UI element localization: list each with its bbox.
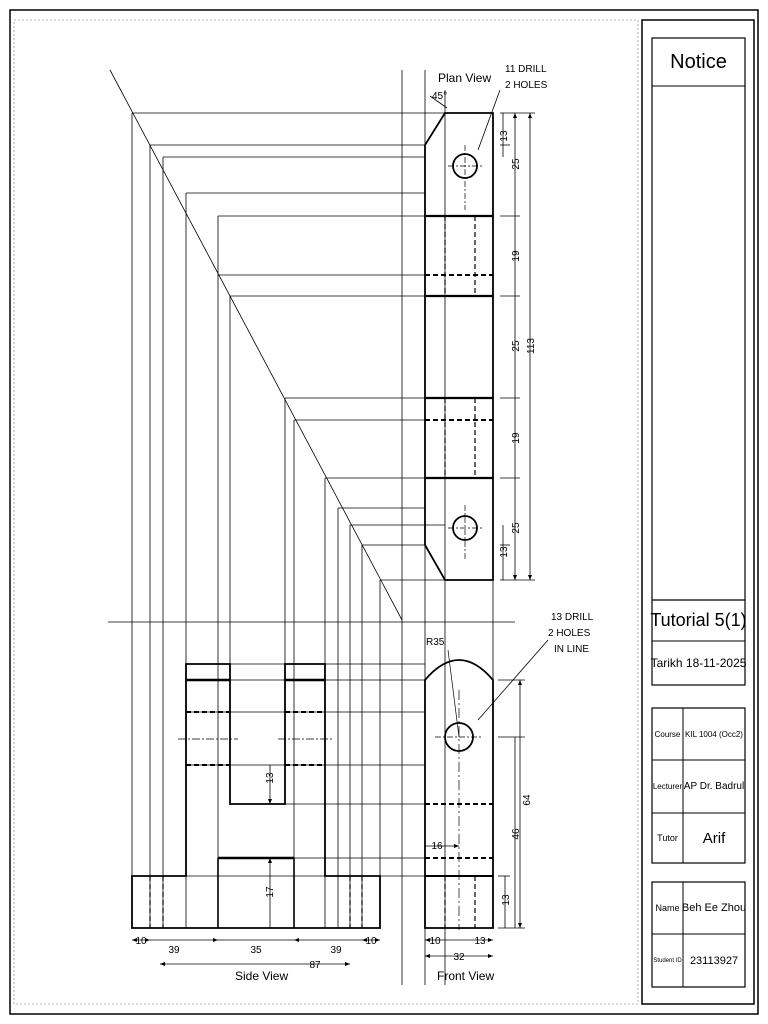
dim-side-87: 87 [309,960,321,971]
front-view [425,650,493,930]
dim-front-16: 16 [431,841,443,852]
plan-note-line2: 2 HOLES [505,80,548,91]
course-value: KIL 1004 (Occ2) [685,729,743,739]
tutor-value: Arif [702,829,726,847]
course-label: Course [654,729,681,739]
dim-plan-25-top: 25 [511,158,522,170]
dim-plan-19-b: 19 [511,432,522,444]
dim-side-10-left: 10 [135,936,147,947]
student-id-value: 23113927 [689,954,739,967]
dim-plan-25-bot: 25 [511,522,522,534]
tutor-label: Tutor [657,833,678,843]
outer-border [10,10,758,1014]
dim-front-46: 46 [511,828,522,840]
side-view-label: Side View [235,969,289,983]
dim-front-10: 10 [429,936,441,947]
tutorial-title: Tutorial 5(1) [650,610,747,630]
dim-front-13-b: 13 [474,936,486,947]
name-value: Beh Ee Zhou [681,902,747,914]
dim-plan-25-mid: 25 [511,340,522,352]
front-view-label: Front View [437,969,495,983]
dim-front-64: 64 [522,794,533,806]
date-text: Tarikh 18-11-2025 [650,656,747,670]
plan-view-label: Plan View [438,71,492,85]
front-note-line3: IN LINE [554,644,590,655]
dim-plan-113: 113 [526,338,537,354]
plan-view [425,113,493,580]
dim-side-17: 17 [265,886,276,898]
notice-title: Notice [670,50,727,73]
dim-front-13: 13 [501,894,512,906]
angle-label: 45° [432,91,448,102]
dim-side-35: 35 [250,945,262,956]
lecturer-label: Lecturer [652,782,683,791]
student-id-label: Student ID [653,957,682,964]
dim-plan-19-a: 19 [511,250,522,262]
projection-lines [108,70,515,985]
front-note-line1: 13 DRILL [551,612,594,623]
dimension-arrows [132,113,532,966]
dim-side-39-left: 39 [168,945,180,956]
radius-label: R35 [426,637,445,648]
lecturer-value: AP Dr. Badrul [683,781,745,792]
name-label: Name [655,903,680,913]
front-note-line2: 2 HOLES [548,628,591,639]
dim-front-32: 32 [453,952,465,963]
dim-side-13: 13 [265,772,276,784]
dim-side-39-right: 39 [330,945,342,956]
dim-plan-13-bot: 13 [499,546,510,558]
plan-note-line1: 11 DRILL [505,64,547,75]
side-view [132,664,380,928]
inner-dashed-border [14,20,638,1004]
dim-side-10-right: 10 [365,936,377,947]
dim-plan-13-top: 13 [499,130,510,142]
